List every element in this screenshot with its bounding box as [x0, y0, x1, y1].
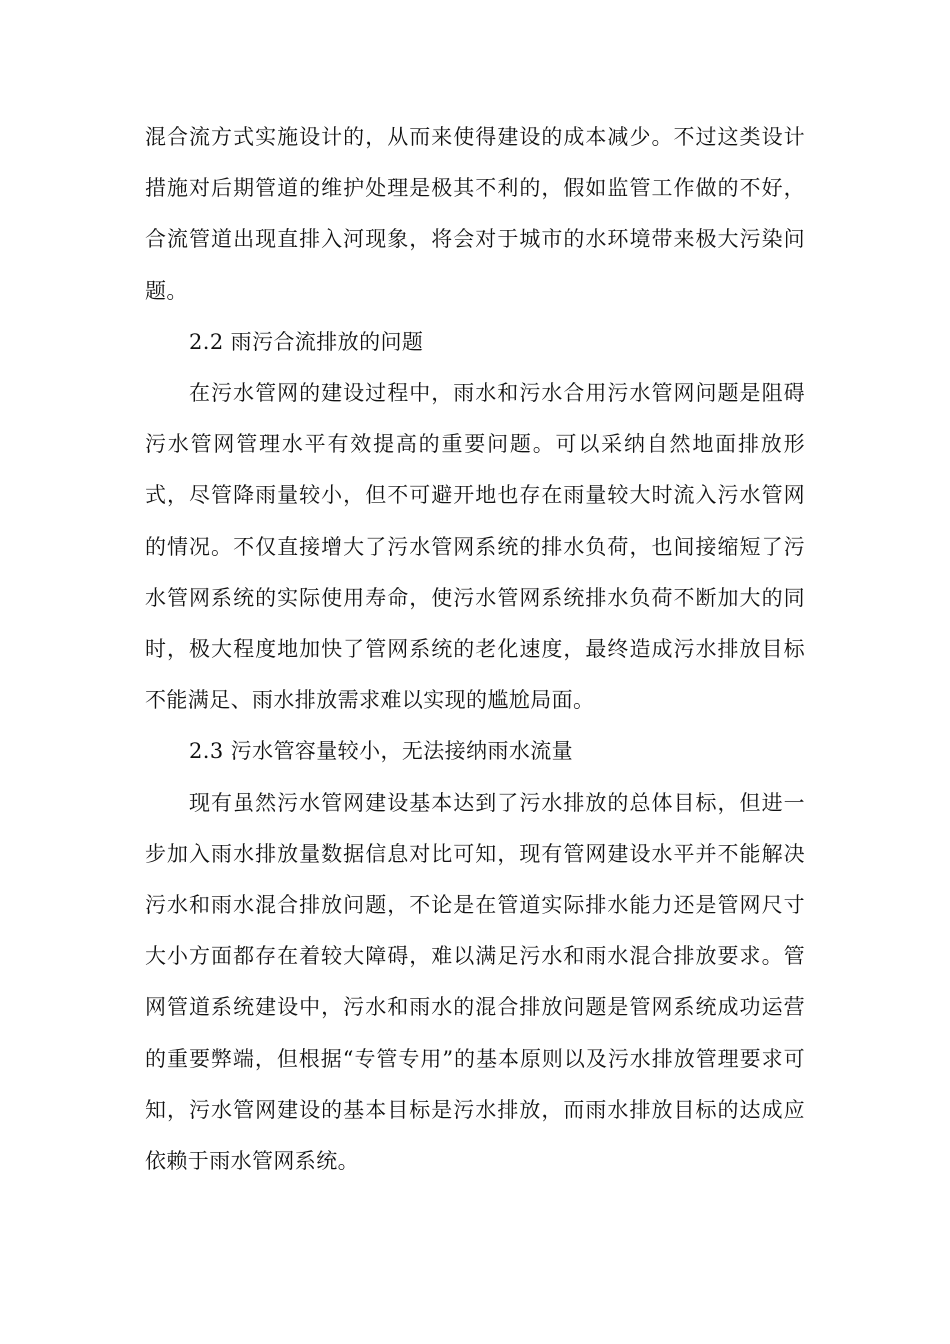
section-heading-2-2: 2.2 雨污合流排放的问题 — [189, 329, 424, 354]
document-body — [145, 112, 805, 1187]
section-heading-2-3: 2.3 污水管容量较小，无法接纳雨水流量 — [189, 739, 574, 764]
paragraph-continuation: 混合流方式实施设计的，从而来使得建设的成本减少。不过这类设计措施对后期管道的维护处理是极其不利的，假如监管工作做的不好，合流管道出现直排入河现象，将会对于城市的水环境带来极大污染问题。 — [145, 125, 805, 303]
paragraph-pipe-capacity: 现有虽然污水管网建设基本达到了污水排放的总体目标，但进一步加入雨水排放量数据信息对比可知，现有管网建设水平并不能解决污水和雨水混合排放问题，不论是在管道实际排水能力还是管网尺寸大小方面都存在着较大障碍，难以满足污水和雨水混合排放要求。管网管道系统建设中，污水和雨水的混合排放问题是管网系统成功运营的重要弊端，但根据“专管专用”的基本原则以及污水排放管理要求可知，污水管网建设的基本目标是污水排放，而雨水排放目标的达成应依赖于雨水管网系统。 — [145, 790, 805, 1174]
paragraph-rain-sewage-combined: 在污水管网的建设过程中，雨水和污水合用污水管网问题是阻碍污水管网管理水平有效提高的重要问题。可以采纳自然地面排放形式，尽管降雨量较小，但不可避开地也存在雨量较大时流入污水管网的情况。不仅直接增大了污水管网系统的排水负荷，也间接缩短了污水管网系统的实际使用寿命，使污水管网系统排水负荷不断加大的同时，极大程度地加快了管网系统的老化速度，最终造成污水排放目标不能满足、雨水排放需求难以实现的尴尬局面。 — [145, 381, 805, 713]
